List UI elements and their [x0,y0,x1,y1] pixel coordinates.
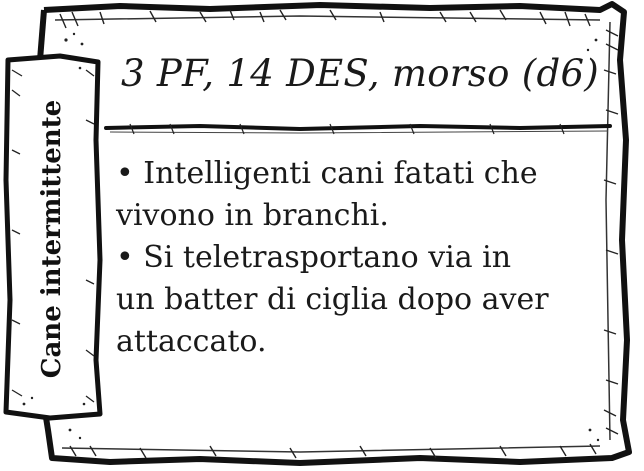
name-tab [10,64,94,414]
trait-item: • Si teletrasportano via in un batter di ciglia dopo aver attaccato. [116,240,549,359]
creature-stats: 3 PF, 14 DES, morso (d6) [120,52,600,95]
creature-name: Cane intermittente [37,99,67,379]
trait-item: • Intelligenti cani fatati che vivono in branchi. [116,156,538,233]
trait-list [116,153,556,363]
